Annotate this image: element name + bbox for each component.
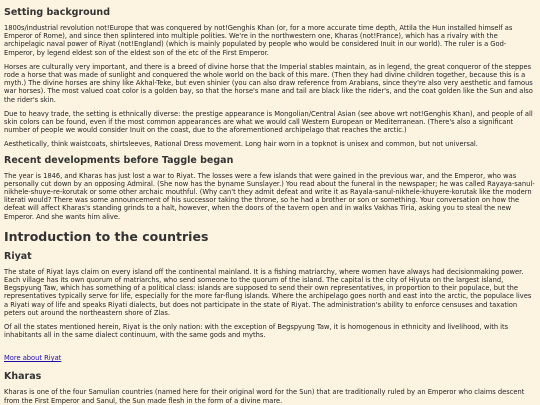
- setting-paragraph-3: Due to heavy trade, the setting is ethnically diverse: the prestige appearance is Mongolian/Central Asian (see above wrt not!Genghis Khan), and people of all skin colors can be found, even if the most common appearances are what we would call Western European or Mediterranean. (There's also a significant number of people we would consider Inuit on the coast, due to the aforementioned archipelago that reaches the arctic.): [4, 109, 533, 135]
- setting-paragraph-1: 1800s/industrial revolution not!Europe that was conquered by not!Genghis Khan (or, for a more accurate time depth, Attila the Hun installed himself as Emperor of Rome), and since then splintered into multiple polities. We're in the northwestern one, Kharas (not!France), which has a rivalry with the archipelagic naval power of Riyat (not!England) (which is mainly populated by people who would be considered Inuit in our world). The ruler is a God-Emperor, by legend eldest son of the eldest son of the etc of the First Emperor.: [4, 24, 513, 57]
- recent-paragraph-1: The year is 1846, and Kharas has just lost a war to Riyat. The losses were a few islands that were gained in the previous war, and the Emperor, who was personally cut down by an opposing Admiral. (She now has the byname Sunslayer.) You read about the funeral in the newspaper; he was called Rayaya-sanul-nikhele-shuye-re-korutak or some other archaic mouthful. (Why can't they admit defeat and write it as Rayala-sanul-nikhele-khuyere-korutak like the modern literati would? There was some announcement of his successor taking the throne, so he had a brother or son or something. Your conversation on how the defeat will affect Kharas's standing grinds to a halt, however, when the doors of the tavern open and in walks Vakhas Tiria, asking you to steal the new Emperor. And she wants him alive.: [4, 171, 535, 221]
- more-about-riyat-link[interactable]: More about Riyat: [4, 354, 62, 363]
- setting-heading: Setting background: [4, 7, 110, 18]
- riyat-paragraph-2: Of all the states mentioned herein, Riyat is the only nation: with the exception of Begspyung Taw, it is homogenous in ethnicity and livelihood, with its inhabitants all in the same dialect continuum, with the same gods and myths.: [4, 323, 509, 340]
- kharas-heading: Kharas: [4, 371, 42, 383]
- kharas-paragraph-1: Kharas is one of the four Samulian countries (named here for their original word for the Sun) that are traditionally ruled by an Emperor who claims descent from the First Emperor and Sanul, the Sun made flesh in the form of a divine mare.: [4, 388, 525, 405]
- recent-heading: Recent developments before Taggle began: [4, 154, 234, 166]
- countries-heading: Introduction to the countries: [4, 228, 209, 244]
- setting-paragraph-2: Horses are culturally very important, and there is a breed of divine horse that the Imperial stables maintain, as in legend, the great conqueror of the steppes rode a horse that was made of sunlight and conquered the whole world on the back of this mare. (Then they had divine children together, because this is a myth.) The divine horses are shiny like Akhal-Teke, but even shinier (you can also draw reference from Arabians, since they're also very aesthetic and famous war horses). The most valued coat color is a golden bay, so that the horse's mane and tail are black like the rider's, and the coat golden like the Sun and also the rider's skin.: [4, 62, 533, 104]
- riyat-paragraph-1: The state of Riyat lays claim on every island off the continental mainland. It is a fishing matriarchy, where women have always had decisionmaking power. Each village has its own quorum of matriarchs, who send someone to the quorum of the island. The capital is the city of Hiyuta on the largest island, Begspyung Taw, which has something of a political class: islands are supposed to send their own representatives, in proportion to their populace, but the representatives typically serve for life, especially for the more far-flung islands. Where the archipelago goes north and east into the arctic, the populace lives a Riyati way of life and speaks Riyati dialects, but does not participate in the state of Riyat. The administration's ability to enforce censuses and taxation peters out around the northeastern shore of Zlas.: [4, 267, 532, 317]
- riyat-heading: Riyat: [4, 250, 32, 262]
- setting-paragraph-4: Aesthetically, think waistcoats, shirtsleeves, Rational Dress movement. Long hair worn in a topknot is unisex and common, but not universal.: [4, 140, 478, 149]
